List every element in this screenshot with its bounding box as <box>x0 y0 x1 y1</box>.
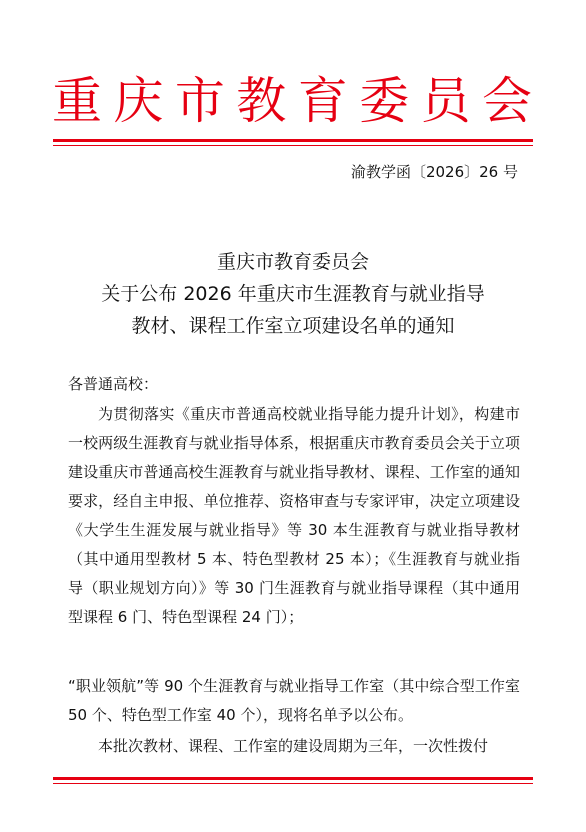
footer-rule-thick <box>53 777 533 780</box>
paragraph-text: 本批次教材、课程、工作室的建设周期为三年，一次性拨付 <box>98 737 489 755</box>
body-paragraph-2 <box>68 672 520 730</box>
document-number: 渝教学函〔2026〕26 号 <box>350 163 518 181</box>
headline-line-1: 重庆市教育委员会 <box>216 251 369 273</box>
salutation: 各普通高校： <box>68 375 159 393</box>
paragraph-text: “职业领航”等 90 个生涯教育与就业指导工作室（其中综合型工作室 50 个、特色型工作室 40 个），现将名单予以公布。 <box>68 677 520 724</box>
body-paragraph-3 <box>68 732 520 761</box>
document-headline <box>40 246 546 342</box>
org-letterhead-title: 重庆市教育委员会 <box>52 72 534 130</box>
headline-line-2: 关于公布 2026 年重庆市生涯教育与就业指导 <box>101 283 485 305</box>
letterhead-rule-thick <box>53 139 533 142</box>
body-paragraph-1 <box>68 400 520 632</box>
headline-line-3: 教材、课程工作室立项建设名单的通知 <box>131 315 455 337</box>
footer-rule-thin <box>53 783 533 784</box>
paragraph-text: 为贯彻落实《重庆市普通高校就业指导能力提升计划》，构建市一校两级生涯教育与就业指导体系，根据重庆市教育委员会关于立项建设重庆市普通高校生涯教育与就业指导教材、课程、工作室的通知要求，经自主申报、单位推荐、资格审查与专家评审，决定立项建设《大学生生涯发展与就业指导》等 30 本生涯教育与就业指导教材（其中通用型教材 5 本、特色型教材 25 本）；《生涯教育与就业指导（职业规划方向）》等 30 门生涯教育与就业指导课程（其中通用型课程 6 门、特色型课程 24 门）； <box>68 405 520 626</box>
letterhead-rule-thin <box>53 145 533 146</box>
